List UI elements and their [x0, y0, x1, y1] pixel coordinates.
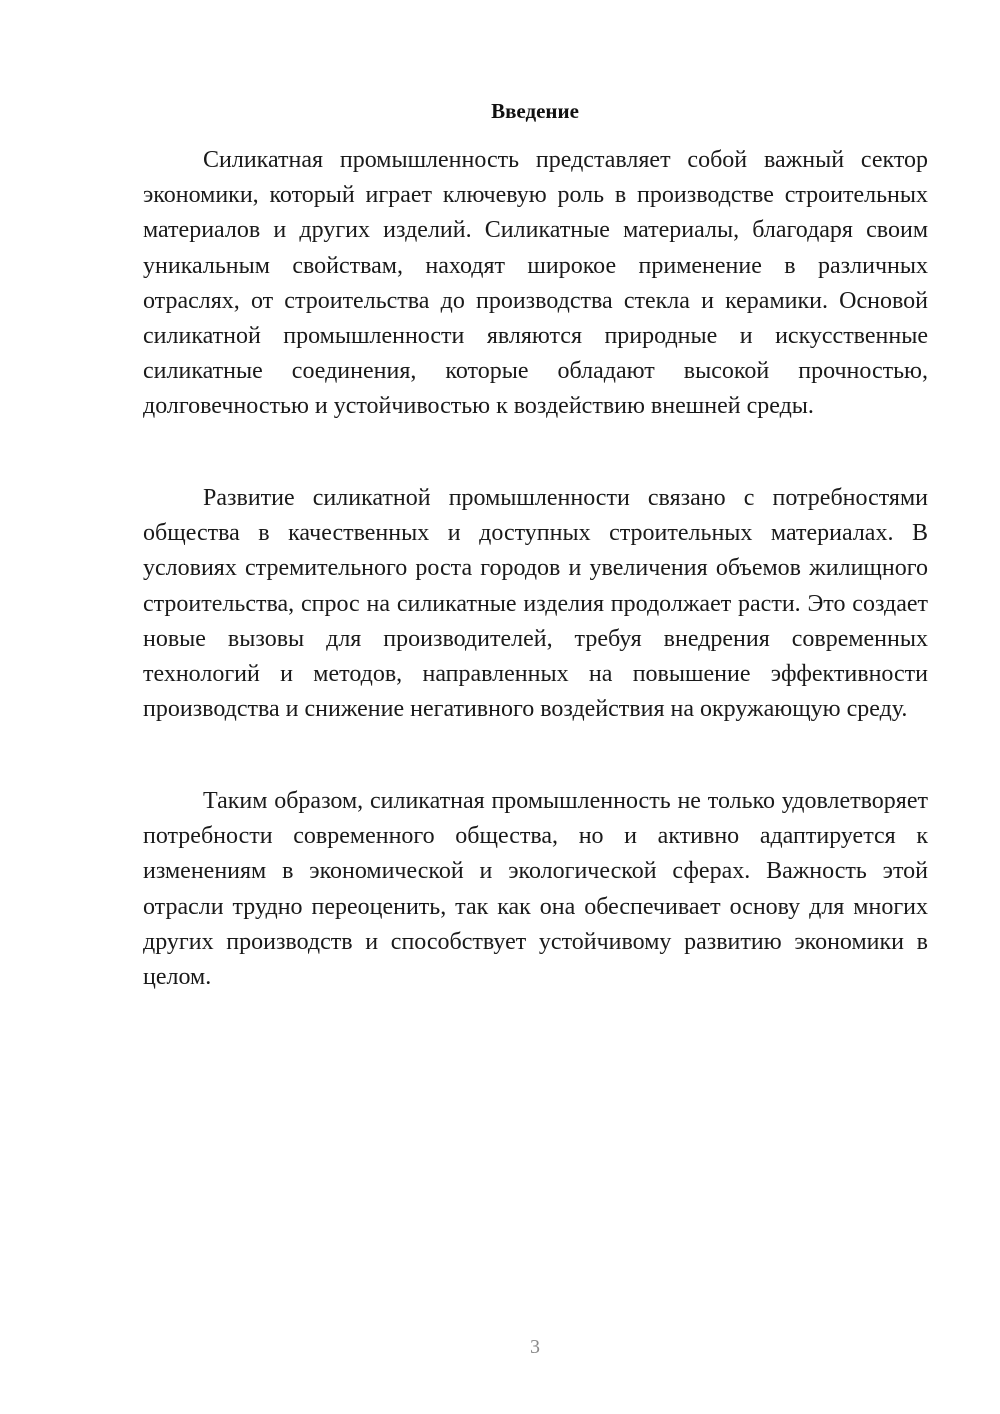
page-number: 3 [530, 1336, 540, 1358]
paragraph: Развитие силикатной промышленности связано с потребностями общества в качественных и доступных строительных материалах. В условиях стремительного роста городов и увеличения объемов жилищного строительства, спрос на силикатные изделия продолжает расти. Это создает новые вызовы для производителей, требуя внедрения современных технологий и методов, направленных на повышение эффективности производства и снижение негативного воздействия на окружающую среду. [143, 485, 928, 723]
section-title: Введение [491, 99, 579, 123]
paragraph: Силикатная промышленность представляет собой важный сектор экономики, который играет ключевую роль в производстве строительных материалов и других изделий. Силикатные материалы, благодаря своим уникальным свойствам, находят широкое применение в различных отраслях, от строительства до производства стекла и керамики. Основой силикатной промышленности являются природные и искусственные силикатные соединения, которые обладают высокой прочностью, долговечностью и устойчивостью к воздействию внешней среды. [143, 147, 928, 420]
paragraph-block [143, 481, 928, 727]
paragraph: Таким образом, силикатная промышленность не только удовлетворяет потребности современного общества, но и активно адаптируется к изменениям в экономической и экологической сферах. Важность этой отрасли трудно переоценить, так как она обеспечивает основу для многих других производств и способствует устойчивому развитию экономики в целом. [143, 788, 928, 991]
paragraph-block [143, 143, 928, 425]
paragraph-block [143, 784, 928, 995]
